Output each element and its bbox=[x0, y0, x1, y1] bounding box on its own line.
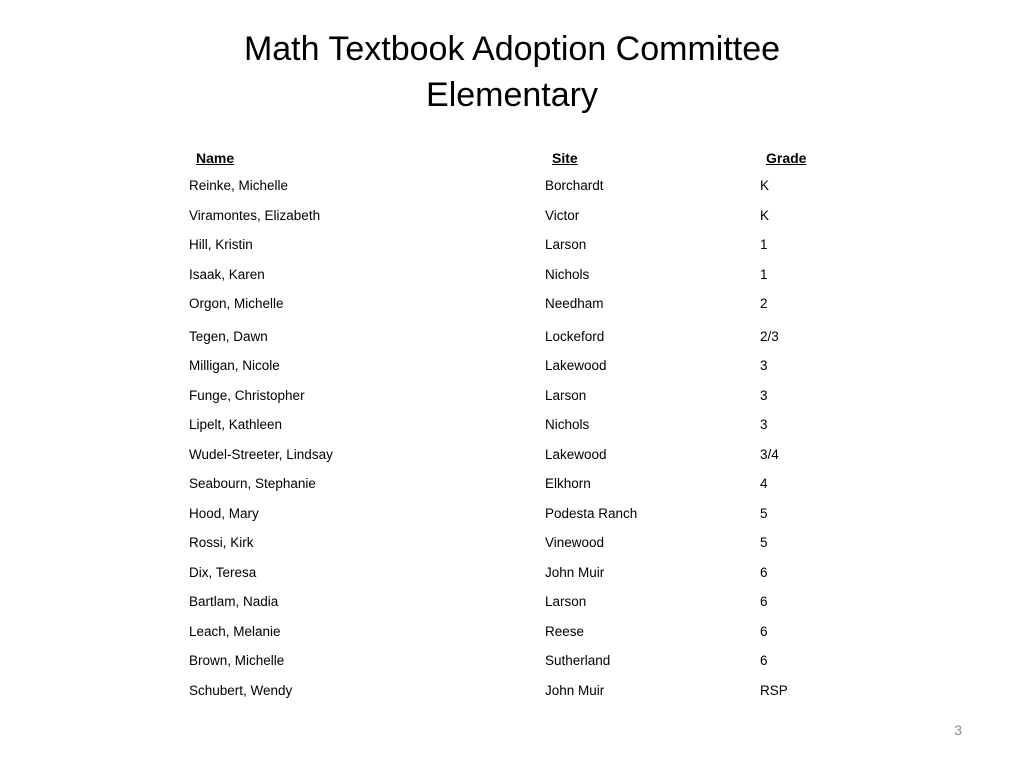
cell-name: Wudel-Streeter, Lindsay bbox=[189, 446, 333, 462]
table-row bbox=[189, 202, 849, 232]
cell-site: Larson bbox=[545, 594, 587, 609]
cell-site: Larson bbox=[545, 237, 587, 252]
cell-grade: 5 bbox=[760, 535, 768, 550]
cell-grade: 3 bbox=[760, 387, 768, 403]
cell-site: Lakewood bbox=[545, 446, 607, 462]
cell-name: Dix, Teresa bbox=[189, 564, 257, 580]
table-row bbox=[189, 500, 849, 530]
cell-name: Lipelt, Kathleen bbox=[189, 417, 283, 432]
table-row bbox=[189, 647, 849, 677]
cell-name: Hill, Kristin bbox=[189, 237, 253, 252]
table-row bbox=[189, 323, 849, 353]
cell-site: Larson bbox=[545, 387, 587, 403]
table-row bbox=[189, 470, 849, 500]
cell-name: Funge, Christopher bbox=[189, 387, 305, 403]
cell-name: Tegen, Dawn bbox=[189, 328, 268, 344]
column-header-site: Site bbox=[552, 150, 578, 166]
table-row bbox=[189, 290, 849, 320]
cell-grade: 3 bbox=[760, 358, 768, 373]
table-body bbox=[189, 172, 849, 706]
cell-name: Orgon, Michelle bbox=[189, 296, 284, 311]
cell-site: Borchardt bbox=[545, 178, 604, 193]
cell-site: Lockeford bbox=[545, 328, 605, 344]
cell-grade: 1 bbox=[760, 237, 768, 252]
cell-name: Seabourn, Stephanie bbox=[189, 476, 316, 491]
cell-grade: 1 bbox=[760, 266, 768, 282]
table-row bbox=[189, 618, 849, 648]
cell-site: John Muir bbox=[545, 564, 605, 580]
cell-site: Podesta Ranch bbox=[545, 505, 638, 521]
cell-site: John Muir bbox=[545, 682, 605, 698]
table-row bbox=[189, 677, 849, 707]
page-number: 3 bbox=[954, 722, 962, 738]
cell-grade: RSP bbox=[760, 682, 788, 698]
table-row bbox=[189, 529, 849, 559]
table-row bbox=[189, 382, 849, 412]
cell-site: Reese bbox=[545, 623, 585, 639]
cell-name: Milligan, Nicole bbox=[189, 358, 280, 373]
cell-grade: 2 bbox=[760, 296, 768, 311]
cell-name: Bartlam, Nadia bbox=[189, 594, 279, 609]
cell-site: Nichols bbox=[545, 266, 590, 282]
cell-grade: 3/4 bbox=[760, 446, 779, 462]
table-header-row bbox=[189, 144, 849, 172]
cell-grade: K bbox=[760, 207, 770, 223]
cell-name: Reinke, Michelle bbox=[189, 178, 289, 193]
table-row bbox=[189, 352, 849, 382]
cell-name: Hood, Mary bbox=[189, 505, 259, 521]
cell-grade: 2/3 bbox=[760, 328, 779, 344]
slide-title bbox=[0, 26, 1024, 118]
cell-name: Brown, Michelle bbox=[189, 653, 285, 668]
cell-site: Sutherland bbox=[545, 653, 611, 668]
cell-site: Needham bbox=[545, 296, 604, 311]
cell-name: Rossi, Kirk bbox=[189, 535, 254, 550]
table-row bbox=[189, 231, 849, 261]
table-row bbox=[189, 261, 849, 291]
cell-site: Nichols bbox=[545, 417, 590, 432]
title-line-2: Elementary bbox=[426, 76, 598, 114]
cell-grade: 4 bbox=[760, 476, 768, 491]
table-row bbox=[189, 588, 849, 618]
cell-name: Isaak, Karen bbox=[189, 266, 265, 282]
cell-grade: 6 bbox=[760, 653, 768, 668]
table-row bbox=[189, 172, 849, 202]
cell-site: Vinewood bbox=[545, 535, 605, 550]
table-row bbox=[189, 559, 849, 589]
cell-grade: 6 bbox=[760, 564, 768, 580]
cell-site: Elkhorn bbox=[545, 476, 591, 491]
cell-grade: 5 bbox=[760, 505, 768, 521]
cell-grade: 3 bbox=[760, 417, 768, 432]
cell-grade: 6 bbox=[760, 594, 768, 609]
table-row bbox=[189, 411, 849, 441]
cell-site: Victor bbox=[545, 207, 580, 223]
committee-table bbox=[189, 144, 849, 706]
cell-name: Viramontes, Elizabeth bbox=[189, 207, 321, 223]
column-header-grade: Grade bbox=[766, 150, 807, 166]
cell-grade: 6 bbox=[760, 623, 768, 639]
cell-name: Leach, Melanie bbox=[189, 623, 281, 639]
cell-name: Schubert, Wendy bbox=[189, 682, 293, 698]
title-line-1: Math Textbook Adoption Committee bbox=[243, 30, 781, 68]
column-header-name: Name bbox=[196, 150, 235, 166]
cell-grade: K bbox=[760, 178, 770, 193]
table-row bbox=[189, 441, 849, 471]
cell-site: Lakewood bbox=[545, 358, 607, 373]
